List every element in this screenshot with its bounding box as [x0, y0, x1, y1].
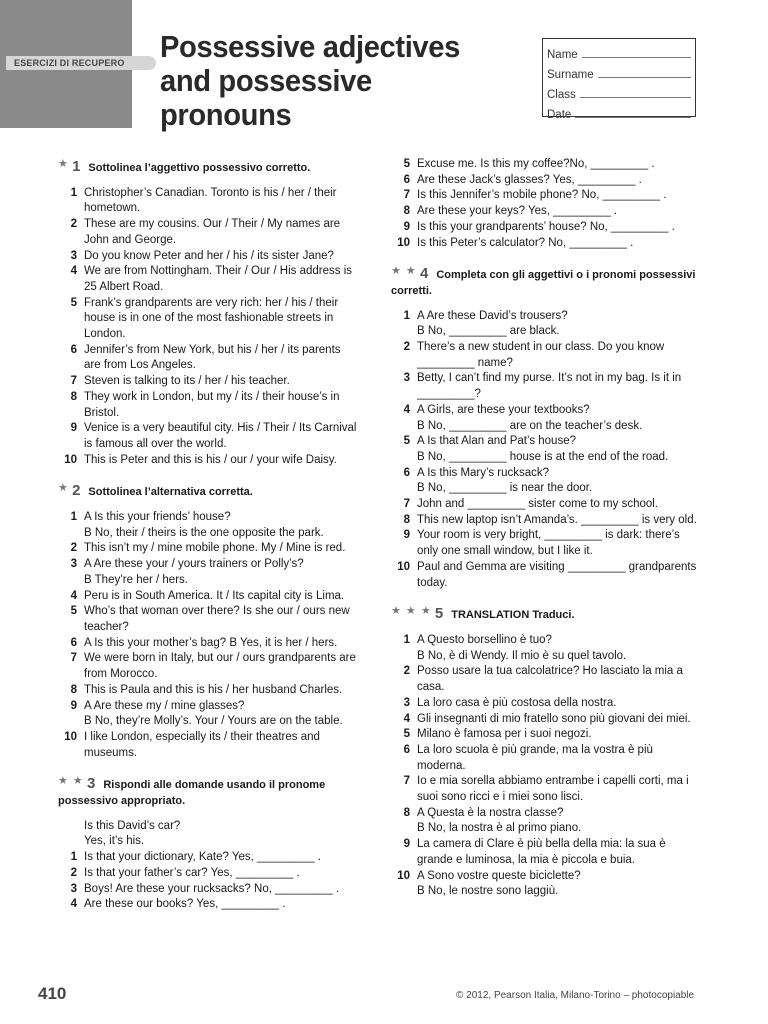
difficulty-stars-icon: ★: [58, 158, 69, 170]
item-text: A Sono vostre queste biciclette? B No, le nostre sono laggiù.: [417, 869, 581, 898]
item-number: 4: [70, 898, 77, 911]
difficulty-stars-icon: ★: [58, 482, 69, 495]
item-number: 6: [403, 466, 410, 479]
date-field[interactable]: Date: [547, 101, 691, 121]
item-number: 4: [70, 265, 77, 278]
exercise-instruction: Rispondi alle domande usando il pronome possessivo appropriato.: [58, 779, 326, 808]
exercise-item: [58, 882, 358, 898]
item-text: Christopher’s Canadian. Toronto is his / her / their hometown.: [84, 186, 337, 215]
exercise-number: 5: [434, 605, 444, 623]
exercise-4: [391, 264, 703, 591]
item-text: A Is this Mary’s rucksack? B No, _________ is near the door.: [417, 466, 593, 495]
exercise-item: [391, 869, 703, 900]
item-text: This new laptop isn’t Amanda’s. _________ is very old.: [417, 513, 697, 526]
item-number: 10: [397, 236, 410, 249]
difficulty-stars-icon: ★ ★: [58, 775, 84, 788]
item-number: 10: [397, 869, 410, 882]
item-number: 7: [403, 498, 410, 511]
item-number: 6: [403, 173, 410, 186]
exercise-item: [58, 683, 358, 699]
item-text: A Is this your mother’s bag? B Yes, it is her / hers.: [84, 636, 338, 649]
item-text: This is Peter and this is his / our / your wife Daisy.: [84, 453, 337, 466]
item-text: Excuse me. Is this my coffee?No, _________ .: [417, 158, 655, 170]
example-line: Yes, it’s his.: [84, 835, 145, 848]
item-number: 1: [70, 186, 77, 199]
exercise-number: 3: [86, 775, 96, 793]
copyright: © 2012, Pearson Italia, Milano-Torino – photocopiable: [456, 990, 695, 1001]
item-text: Paul and Gemma are visiting _________ grandparents today.: [417, 560, 697, 589]
page-title: [160, 30, 498, 132]
exercise-item: [58, 541, 358, 557]
exercise-item: [391, 806, 703, 837]
exercise-item: [58, 897, 358, 913]
item-number: 2: [70, 542, 77, 555]
item-number: 9: [403, 838, 410, 851]
item-text: We were born in Italy, but our / ours grandparents are from Morocco.: [84, 652, 356, 681]
item-text: Io e mia sorella abbiamo entrambe i capelli corti, ma i suoi sono ricci e i miei sono lisci.: [417, 775, 689, 804]
exercise-item: [391, 664, 703, 695]
exercise-heading: [58, 157, 358, 177]
item-text: A Girls, are these your textbooks? B No, _________ are on the teacher’s desk.: [417, 403, 643, 432]
exercise-item: [391, 696, 703, 712]
item-text: A Is this your friends’ house? B No, their / theirs is the one opposite the park.: [84, 511, 324, 539]
item-number: 10: [64, 730, 77, 743]
item-number: 5: [70, 605, 77, 618]
item-number: 8: [70, 683, 77, 696]
item-text: We are from Nottingham. Their / Our / His address is 25 Albert Road.: [84, 265, 352, 293]
item-text: They work in London, but my / its / their house’s in Bristol.: [84, 390, 340, 419]
item-text: There’s a new student in our class. Do you know _________ name?: [417, 341, 665, 369]
title-line: Possessive adjectives: [160, 29, 460, 64]
item-text: Are these your keys? Yes, _________ .: [417, 205, 618, 218]
item-text: This is Paula and this is his / her husband Charles.: [84, 683, 343, 696]
title-line: pronouns: [160, 97, 292, 132]
item-number: 3: [70, 558, 77, 571]
exercise-heading: [391, 264, 703, 299]
item-text: A Are these my / mine glasses? B No, they’re Molly’s. Your / Yours are on the table.: [84, 699, 343, 728]
page-number: 410: [38, 984, 67, 1003]
item-text: Who’s that woman over there? Is she our / ours new teacher?: [84, 605, 350, 633]
item-number: 8: [403, 806, 410, 819]
item-number: 3: [403, 372, 410, 385]
exercise-item: [391, 633, 703, 664]
class-field[interactable]: Class: [547, 81, 691, 101]
item-text: These are my cousins. Our / Their / My names are John and George.: [84, 218, 341, 246]
item-text: Steven is talking to its / her / his teacher.: [84, 375, 290, 388]
exercise-item: [58, 557, 358, 588]
exercise-item: [58, 217, 358, 248]
item-text: Peru is in South America. It / Its capital city is Lima.: [84, 589, 345, 602]
exercise-item: [58, 589, 358, 605]
item-number: 5: [403, 728, 410, 741]
item-number: 7: [70, 375, 77, 388]
exercise-number: 1: [72, 158, 81, 175]
exercise-item: [391, 513, 703, 529]
item-text: Boys! Are these your rucksacks? No, _________ .: [84, 882, 340, 895]
exercise-item: [58, 374, 358, 390]
item-number: 7: [403, 775, 410, 788]
exercise-item: [58, 866, 358, 882]
exercise-item: [391, 236, 703, 252]
item-number: 6: [70, 636, 77, 649]
item-text: La loro casa è più costosa della nostra.: [417, 696, 617, 709]
item-number: 8: [403, 513, 410, 526]
exercise-5: [391, 604, 703, 900]
item-text: Venice is a very beautiful city. His / Their / Its Carnival is famous all over the world.: [84, 422, 357, 450]
exercise-instruction: Sottolinea l’aggettivo possessivo corretto.: [88, 162, 311, 174]
item-number: 5: [403, 435, 410, 448]
exercise-2: [58, 481, 358, 761]
exercise-item: [58, 186, 358, 217]
surname-field[interactable]: Surname: [547, 61, 691, 81]
exercise-heading: [58, 481, 358, 501]
exercise-item: [391, 434, 703, 465]
item-number: 3: [70, 882, 77, 895]
item-text: A Are these your / yours trainers or Polly’s? B They’re her / hers.: [84, 558, 304, 586]
item-text: Is that your dictionary, Kate? Yes, _________ .: [84, 851, 321, 864]
left-column: [58, 157, 358, 926]
difficulty-stars-icon: ★ ★: [391, 265, 417, 278]
exercise-item: [391, 157, 703, 173]
exercise-item: [391, 712, 703, 728]
exercise-item: [58, 264, 358, 295]
exercise-item: [391, 403, 703, 434]
name-field[interactable]: Name: [547, 41, 691, 61]
item-number: 8: [403, 205, 410, 218]
item-number: 9: [70, 699, 77, 712]
item-text: Betty, I can’t find my purse. It’s not in my bag. Is it in _________?: [417, 372, 682, 401]
item-text: La camera di Clare è più bella della mia: la sua è grande e luminosa, la mia è piccola e buia.: [417, 838, 666, 866]
item-text: This isn’t my / mine mobile phone. My / Mine is red.: [84, 542, 346, 555]
item-number: 3: [70, 249, 77, 262]
exercise-item: [391, 204, 703, 220]
exercise-instruction: Completa con gli aggettivi o i pronomi possessivi corretti.: [391, 269, 696, 297]
exercise-heading: [58, 774, 358, 809]
item-number: 2: [70, 218, 77, 231]
item-text: Is this Jennifer’s mobile phone? No, _________ .: [417, 189, 667, 202]
exercise-3: [58, 774, 358, 913]
exercise-item: [391, 188, 703, 204]
title-line: and possessive: [160, 63, 372, 98]
item-text: Do you know Peter and her / his / its sister Jane?: [84, 249, 334, 262]
item-text: Jennifer’s from New York, but his / her / its parents are from Los Angeles.: [84, 343, 341, 372]
exercise-item: [391, 727, 703, 743]
item-number: 1: [70, 851, 77, 864]
item-number: 7: [70, 652, 77, 665]
exercise-item: [391, 497, 703, 513]
item-number: 5: [403, 158, 410, 170]
exercise-number: 2: [72, 482, 81, 500]
exercise-item: [391, 309, 703, 340]
item-text: Frank’s grandparents are very rich: her / his / their house is in one of the most fashionable streets in London.: [84, 296, 339, 341]
item-number: 1: [403, 309, 410, 322]
exercise-instruction: TRANSLATION Traduci.: [451, 609, 575, 622]
exercise-item: [391, 837, 703, 868]
item-number: 10: [397, 560, 410, 573]
item-text: A Questa è la nostra classe? B No, la nostra è al primo piano.: [417, 806, 582, 835]
item-number: 4: [403, 403, 410, 416]
exercise-item: [391, 220, 703, 236]
item-number: 4: [403, 712, 410, 725]
item-number: 9: [70, 422, 77, 435]
exercise-1: [58, 157, 358, 468]
exercise-item: [58, 249, 358, 265]
exercise-item: [58, 453, 358, 469]
item-number: 2: [403, 341, 410, 354]
item-number: 9: [403, 529, 410, 542]
right-column: [391, 157, 703, 913]
item-text: John and _________ sister come to my school.: [417, 498, 659, 511]
item-number: 2: [403, 665, 410, 678]
exercise-item: [391, 743, 703, 774]
item-number: 3: [403, 696, 410, 709]
exercise-item: [58, 699, 358, 730]
item-number: 7: [403, 189, 410, 202]
item-text: A Questo borsellino è tuo? B No, è di Wendy. Il mio è su quel tavolo.: [417, 633, 627, 662]
item-text: Posso usare la tua calcolatrice? Ho lasciato la mia a casa.: [417, 665, 683, 694]
exercise-item: [391, 371, 703, 402]
exercise-item: [391, 528, 703, 559]
exercise-heading: [391, 604, 703, 624]
item-number: 10: [64, 453, 77, 466]
item-number: 4: [70, 589, 77, 602]
item-number: 5: [70, 296, 77, 309]
exercise-item: [391, 466, 703, 497]
exercise-item: [58, 850, 358, 866]
exercise-item: [58, 604, 358, 635]
item-text: Are these Jack’s glasses? Yes, _________ .: [417, 173, 642, 186]
exercise-item: [391, 340, 703, 371]
item-text: A Is that Alan and Pat’s house? B No, _________ house is at the end of the road.: [417, 435, 669, 463]
difficulty-stars-icon: ★ ★ ★: [391, 605, 432, 618]
item-number: 6: [403, 743, 410, 756]
item-text: La loro scuola è più grande, ma la vostra è più moderna.: [417, 743, 653, 772]
item-text: Your room is very bright, _________ is dark: there’s only one small window, but I like it.: [417, 529, 680, 558]
item-number: 9: [403, 220, 410, 233]
exercise-item: [58, 296, 358, 343]
item-text: Gli insegnanti di mio fratello sono più giovani dei miei.: [417, 712, 691, 725]
item-number: 1: [70, 511, 77, 524]
exercise-item: [391, 774, 703, 805]
exercise-instruction: Sottolinea l’alternativa corretta.: [88, 486, 253, 499]
item-number: 1: [403, 633, 410, 646]
exercise-item: [58, 343, 358, 374]
item-text: Is this Peter’s calculator? No, _________ .: [417, 236, 634, 249]
student-info-box: [542, 38, 696, 121]
section-tag: ESERCIZI DI RECUPERO: [6, 56, 156, 70]
item-number: 6: [70, 343, 77, 356]
item-text: Are these our books? Yes, _________ .: [84, 898, 286, 911]
example-line: Is this David’s car?: [84, 819, 181, 832]
item-number: 2: [70, 866, 77, 879]
item-text: I like London, especially its / their theatres and museums.: [84, 730, 320, 759]
item-number: 8: [70, 390, 77, 403]
exercise-item: [58, 510, 358, 541]
item-text: Milano è famosa per i suoi negozi.: [417, 728, 592, 741]
item-text: A Are these David’s trousers? B No, _________ are black.: [417, 309, 568, 338]
exercise-number: 4: [419, 265, 429, 283]
exercise-item: [58, 636, 358, 652]
exercise-item: [58, 730, 358, 761]
exercise-item: [58, 390, 358, 421]
item-text: Is this your grandparents’ house? No, _________ .: [417, 220, 675, 233]
item-text: Is that your father’s car? Yes, _________ .: [84, 866, 300, 879]
exercise-item: [58, 651, 358, 682]
exercise-item: [58, 421, 358, 452]
exercise-item: [391, 560, 703, 591]
exercise-3-continued: [391, 157, 703, 251]
exercise-item: [391, 173, 703, 189]
